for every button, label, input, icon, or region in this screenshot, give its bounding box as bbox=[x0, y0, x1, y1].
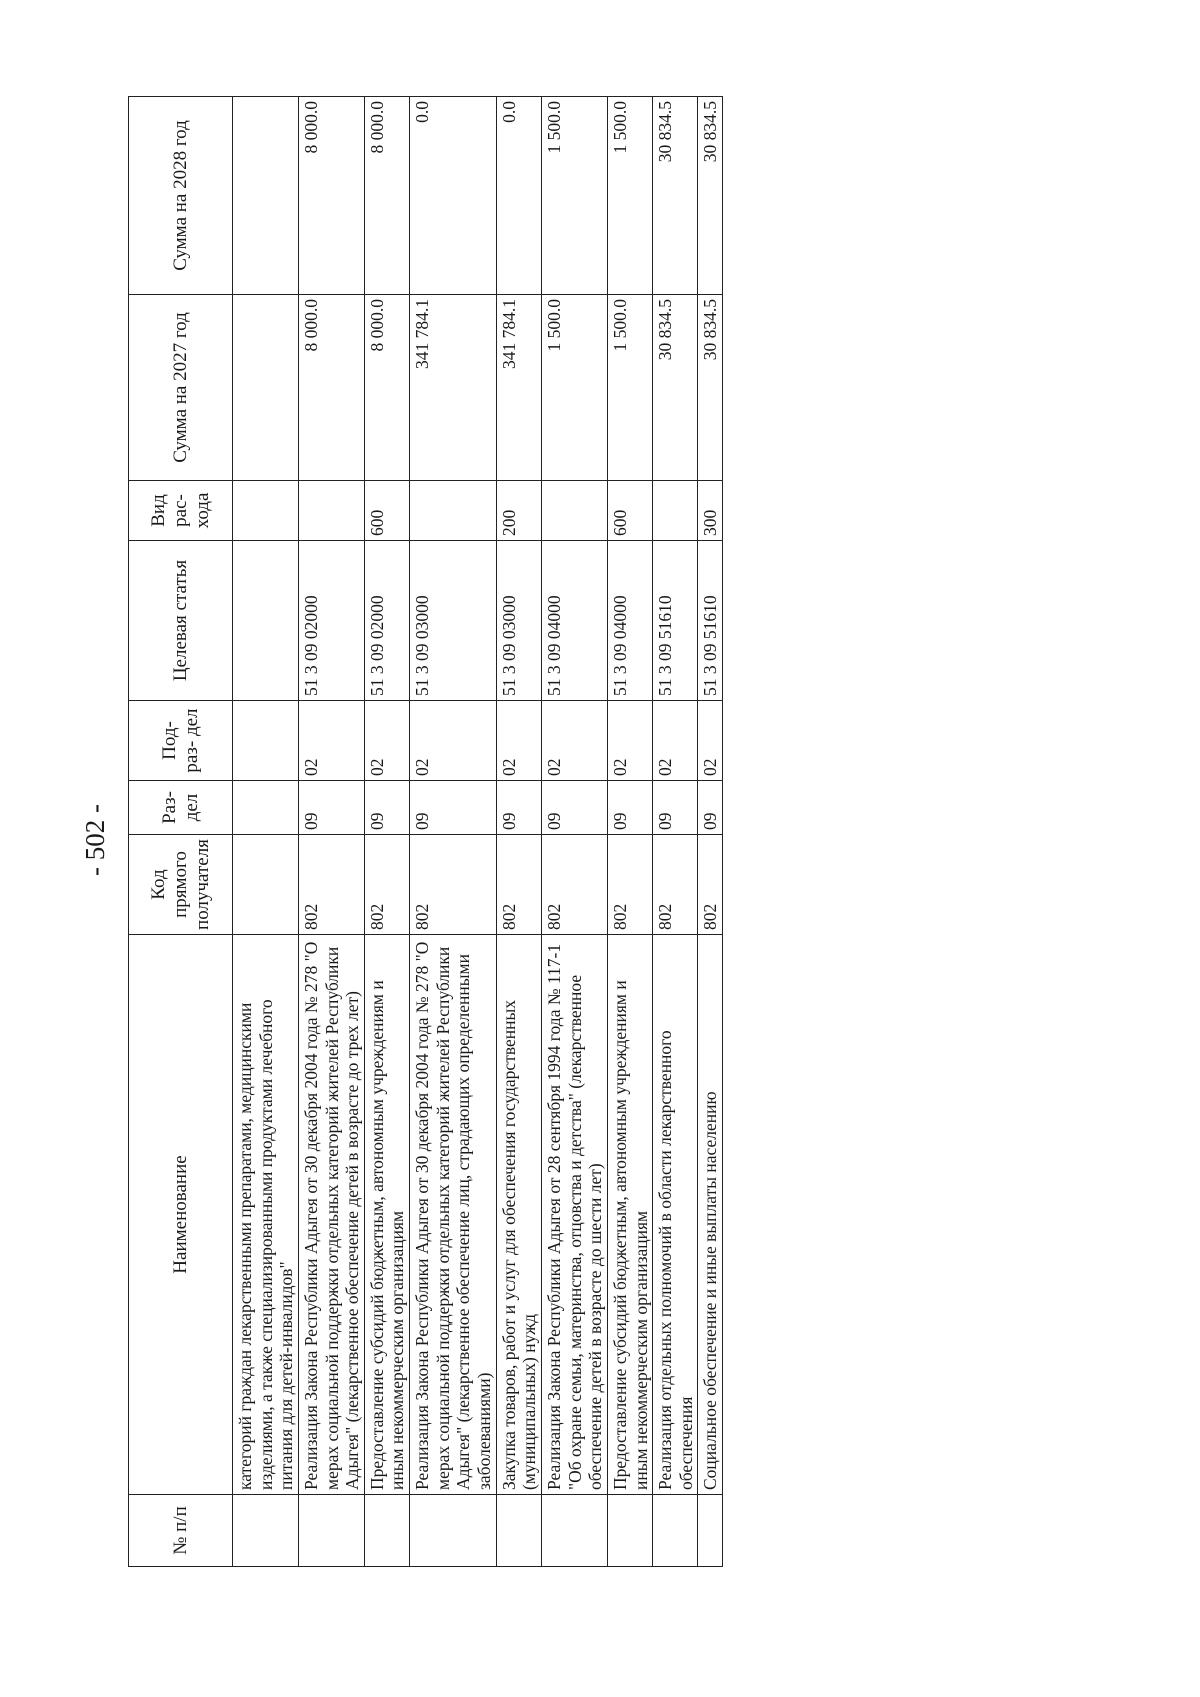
row-name: Закупка товаров, работ и услуг для обеспечения государственных (муниципальных) нужд bbox=[496, 935, 541, 1495]
row-num bbox=[496, 1495, 541, 1567]
row-target-article: 51 3 09 51610 bbox=[698, 541, 723, 701]
row-sum-2027: 1 500.0 bbox=[541, 295, 607, 481]
row-sum-2028: 30 834.5 bbox=[653, 97, 698, 295]
row-razdel: 09 bbox=[364, 781, 409, 835]
row-num bbox=[541, 1495, 607, 1567]
table-row bbox=[364, 97, 409, 1567]
table-header-row bbox=[129, 97, 233, 1567]
row-num bbox=[233, 1495, 299, 1567]
row-name: Предоставление субсидий бюджетным, автономным учреждениям и иным некоммерческим организациям bbox=[607, 935, 652, 1495]
table-row bbox=[233, 97, 299, 1567]
row-recipient-code: 802 bbox=[698, 835, 723, 935]
row-name: Социальное обеспечение и иные выплаты населению bbox=[698, 935, 723, 1495]
header-target-article: Целевая статья bbox=[129, 541, 233, 701]
row-target-article bbox=[233, 541, 299, 701]
row-razdel: 09 bbox=[607, 781, 652, 835]
header-num: № п/п bbox=[129, 1495, 233, 1567]
row-sum-2027: 30 834.5 bbox=[653, 295, 698, 481]
row-razdel: 09 bbox=[541, 781, 607, 835]
row-target-article: 51 3 09 02000 bbox=[364, 541, 409, 701]
row-razdel: 09 bbox=[653, 781, 698, 835]
table-row bbox=[698, 97, 723, 1567]
row-sum-2027: 30 834.5 bbox=[698, 295, 723, 481]
budget-table bbox=[128, 96, 723, 1567]
row-razdel: 09 bbox=[410, 781, 497, 835]
header-expense-type: Вид рас- хода bbox=[129, 481, 233, 541]
row-razdel: 09 bbox=[298, 781, 364, 835]
row-target-article: 51 3 09 03000 bbox=[496, 541, 541, 701]
row-sum-2027: 8 000.0 bbox=[298, 295, 364, 481]
table-row bbox=[607, 97, 652, 1567]
table-row bbox=[541, 97, 607, 1567]
row-expense-type bbox=[410, 481, 497, 541]
row-razdel: 09 bbox=[698, 781, 723, 835]
row-name: Реализация Закона Республики Адыгея от 28 сентября 1994 года № 117-1 "Об охране семьи, материнства, отцовства и детства" (лекарственное обеспечение детей в возрасте до шести лет) bbox=[541, 935, 607, 1495]
row-target-article: 51 3 09 04000 bbox=[607, 541, 652, 701]
row-sum-2028: 8 000.0 bbox=[364, 97, 409, 295]
row-razdel: 09 bbox=[496, 781, 541, 835]
header-sum-2028: Сумма на 2028 год bbox=[129, 97, 233, 295]
row-target-article: 51 3 09 02000 bbox=[298, 541, 364, 701]
row-expense-type bbox=[653, 481, 698, 541]
row-podrazdel: 02 bbox=[364, 701, 409, 781]
row-podrazdel: 02 bbox=[298, 701, 364, 781]
row-sum-2028 bbox=[233, 97, 299, 295]
row-sum-2027 bbox=[233, 295, 299, 481]
row-recipient-code: 802 bbox=[496, 835, 541, 935]
row-expense-type bbox=[541, 481, 607, 541]
row-recipient-code: 802 bbox=[607, 835, 652, 935]
row-sum-2027: 341 784.1 bbox=[496, 295, 541, 481]
row-num bbox=[364, 1495, 409, 1567]
row-recipient-code: 802 bbox=[410, 835, 497, 935]
row-expense-type bbox=[233, 481, 299, 541]
header-podrazdel: Под- раз- дел bbox=[129, 701, 233, 781]
row-podrazdel: 02 bbox=[698, 701, 723, 781]
row-sum-2028: 0.0 bbox=[410, 97, 497, 295]
row-expense-type: 600 bbox=[607, 481, 652, 541]
row-sum-2028: 30 834.5 bbox=[698, 97, 723, 295]
row-recipient-code: 802 bbox=[364, 835, 409, 935]
row-expense-type: 300 bbox=[698, 481, 723, 541]
row-podrazdel: 02 bbox=[653, 701, 698, 781]
row-num bbox=[607, 1495, 652, 1567]
row-podrazdel: 02 bbox=[410, 701, 497, 781]
row-recipient-code bbox=[233, 835, 299, 935]
row-sum-2027: 8 000.0 bbox=[364, 295, 409, 481]
row-podrazdel: 02 bbox=[607, 701, 652, 781]
row-recipient-code: 802 bbox=[298, 835, 364, 935]
header-name: Наименование bbox=[129, 935, 233, 1495]
row-expense-type: 200 bbox=[496, 481, 541, 541]
row-name: Реализация Закона Республики Адыгея от 30 декабря 2004 года № 278 "О мерах социальной поддержки отдельных категорий жителей Республики Адыгея" (лекарственное обеспечение детей в возрасте до трех лет) bbox=[298, 935, 364, 1495]
row-sum-2027: 341 784.1 bbox=[410, 295, 497, 481]
row-sum-2028: 1 500.0 bbox=[541, 97, 607, 295]
row-name: категорий граждан лекарственными препаратами, медицинскими изделиями, а также специализированными продуктами лечебного питания для детей-инвалидов" bbox=[233, 935, 299, 1495]
table-row bbox=[298, 97, 364, 1567]
budget-table-rotated bbox=[128, 97, 723, 1567]
header-sum-2027: Сумма на 2027 год bbox=[129, 295, 233, 481]
page-number: - 502 - bbox=[80, 804, 110, 876]
row-podrazdel: 02 bbox=[541, 701, 607, 781]
row-name: Предоставление субсидий бюджетным, автономным учреждениям и иным некоммерческим организациям bbox=[364, 935, 409, 1495]
header-razdel: Раз- дел bbox=[129, 781, 233, 835]
row-sum-2028: 8 000.0 bbox=[298, 97, 364, 295]
row-recipient-code: 802 bbox=[541, 835, 607, 935]
table-row bbox=[653, 97, 698, 1567]
row-num bbox=[698, 1495, 723, 1567]
row-expense-type: 600 bbox=[364, 481, 409, 541]
row-razdel bbox=[233, 781, 299, 835]
row-sum-2027: 1 500.0 bbox=[607, 295, 652, 481]
row-recipient-code: 802 bbox=[653, 835, 698, 935]
row-num bbox=[298, 1495, 364, 1567]
row-name: Реализация Закона Республики Адыгея от 30 декабря 2004 года № 278 "О мерах социальной поддержки отдельных категорий жителей Республики Адыгея" (лекарственное обеспечение лиц, страдающих определенными заболеваниями) bbox=[410, 935, 497, 1495]
row-podrazdel bbox=[233, 701, 299, 781]
row-target-article: 51 3 09 03000 bbox=[410, 541, 497, 701]
header-recipient-code: Код прямого получателя bbox=[129, 835, 233, 935]
row-target-article: 51 3 09 04000 bbox=[541, 541, 607, 701]
row-expense-type bbox=[298, 481, 364, 541]
row-num bbox=[653, 1495, 698, 1567]
row-num bbox=[410, 1495, 497, 1567]
row-target-article: 51 3 09 51610 bbox=[653, 541, 698, 701]
table-row bbox=[496, 97, 541, 1567]
table-row bbox=[410, 97, 497, 1567]
row-sum-2028: 0.0 bbox=[496, 97, 541, 295]
row-name: Реализация отдельных полномочий в области лекарственного обеспечения bbox=[653, 935, 698, 1495]
row-sum-2028: 1 500.0 bbox=[607, 97, 652, 295]
row-podrazdel: 02 bbox=[496, 701, 541, 781]
